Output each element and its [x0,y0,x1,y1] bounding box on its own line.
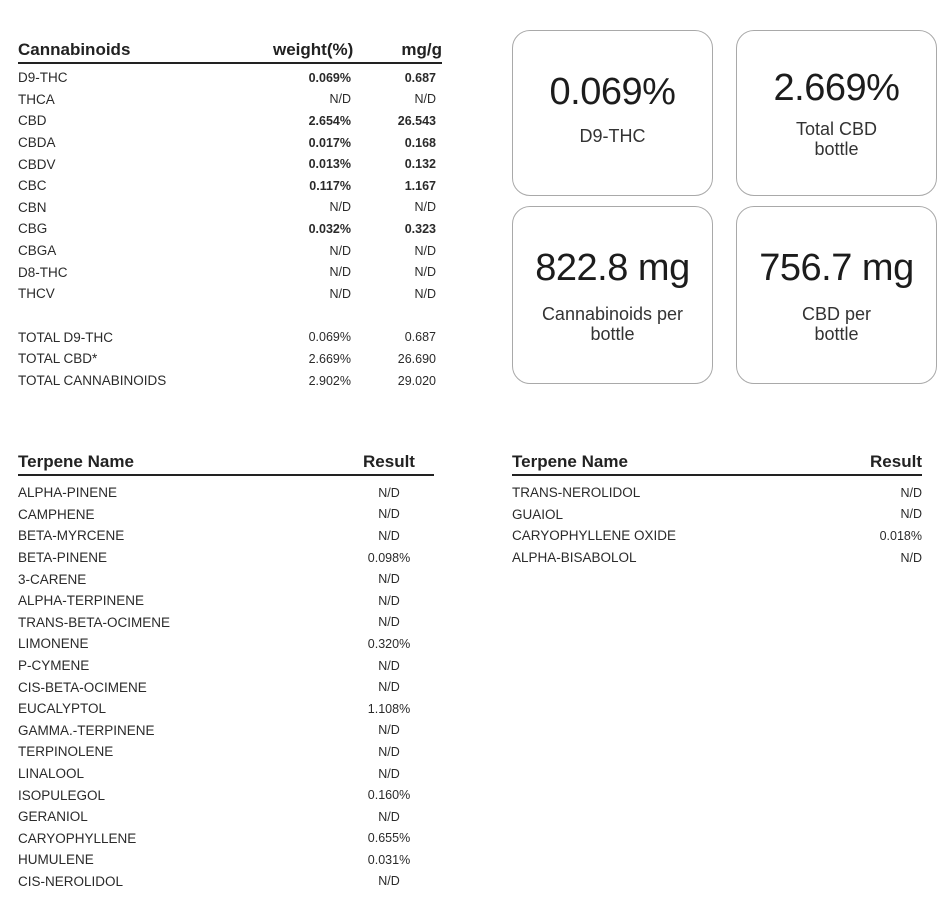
terpene-name: BETA-PINENE [18,550,108,566]
summary-card-total-cbd [736,30,937,196]
cannabinoid-name: THCA [18,91,55,107]
weight-value: 0.069% [308,330,351,345]
table-row [18,720,434,742]
terpene-result: 0.031% [367,852,411,867]
terpene-name: ISOPULEGOL [18,787,106,803]
cannabinoid-name: CBD [18,113,47,129]
table-row [18,698,434,720]
table-row [18,655,434,677]
cannabinoid-name: CBGA [18,243,57,259]
terpene-result: N/D [378,507,400,522]
terpene-name-header: Terpene Name [512,452,628,471]
table-row [18,175,442,197]
table-row [512,504,922,526]
terpene-name: EUCALYPTOL [18,701,107,717]
table-row [512,482,922,504]
table-row [18,741,434,763]
table-row [18,612,434,634]
table-row [18,132,442,154]
terpene-name: LINALOOL [18,766,85,782]
summary-cards [511,30,941,386]
mg-value: 0.323 [404,221,436,236]
table-row [18,261,442,283]
cannabinoid-name: CBG [18,221,48,237]
cannabinoid-name: D9-THC [18,70,68,86]
table-row [18,283,442,305]
table-row [18,871,434,893]
terpene-table-right [512,450,922,568]
table-row [18,568,434,590]
card-label-line-2: bottle [814,324,859,344]
table-row [18,849,434,871]
summary-card-cbd-per-bottle [736,206,937,384]
terpene-result: N/D [378,593,400,608]
terpene-name: TRANS-NEROLIDOL [512,485,641,501]
mg-value: N/D [414,265,436,280]
terpene-result: 0.160% [367,788,411,803]
terpene-result: N/D [378,615,400,630]
terpene-result: N/D [378,680,400,695]
cannabinoids-header: Cannabinoids [18,40,131,59]
terpene-name: ALPHA-TERPINENE [18,593,145,609]
weight-header: weight(%) [273,40,354,59]
terpene-name: CARYOPHYLLENE [18,830,137,846]
terpene-name: HUMULENE [18,852,94,868]
terpene-name: TERPINOLENE [18,744,114,760]
table-row [512,525,922,547]
terpene-result: N/D [900,485,922,500]
mg-value: 0.687 [404,70,436,85]
mg-value: 0.132 [404,157,436,172]
card-value: 756.7 mg [759,247,914,289]
terpene-name: GERANIOL [18,809,88,825]
card-value: 0.069% [549,71,676,113]
mg-value: 26.543 [397,113,436,128]
terpene-name: P-CYMENE [18,658,90,674]
table-row [18,763,434,785]
terpene-result: N/D [378,809,400,824]
weight-value: 0.017% [308,135,351,150]
terpene-name: CIS-BETA-OCIMENE [18,679,147,695]
terpene-name: GUAIOL [512,506,564,522]
cannabinoid-name: CBDV [18,156,56,172]
terpene-result: 0.655% [367,831,411,846]
terpene-result: N/D [378,485,400,500]
terpene-result: 0.018% [879,528,922,543]
terpene-result: 0.320% [367,636,411,651]
terpene-result: N/D [378,723,400,738]
cannabinoid-name: CBN [18,199,47,215]
card-value: 822.8 mg [535,247,690,289]
terpene-table-left [18,450,434,892]
table-row [18,89,442,111]
terpene-result: N/D [378,528,400,543]
weight-value: 2.902% [308,373,351,388]
mg-value: 1.167 [404,178,436,193]
table-row [18,240,442,262]
terpene-name-header: Terpene Name [18,452,134,471]
terpene-result: N/D [378,766,400,781]
terpene-result: N/D [900,507,922,522]
terpene-name: ALPHA-BISABOLOL [512,550,637,566]
terpene-name: CARYOPHYLLENE OXIDE [512,528,677,544]
terpene-name: TRANS-BETA-OCIMENE [18,614,171,630]
cannabinoid-name: D8-THC [18,264,68,280]
terpene-table-header [512,450,922,476]
terpene-result: N/D [900,550,922,565]
mg-value: N/D [414,92,436,107]
weight-value: 0.117% [309,178,351,193]
terpene-name: CIS-NEROLIDOL [18,873,124,889]
mg-header: mg/g [401,40,442,59]
weight-value: 0.032% [308,221,351,236]
mg-value: 29.020 [397,373,436,388]
terpene-rows [18,482,434,892]
table-row [18,218,442,240]
total-row [18,370,442,392]
terpene-name: LIMONENE [18,636,89,652]
table-row [18,110,442,132]
terpene-name: ALPHA-PINENE [18,485,118,501]
terpene-result: N/D [378,658,400,673]
cannabinoid-name: CBC [18,178,47,194]
summary-card-d9-thc [512,30,713,196]
mg-value: 0.687 [404,330,436,345]
terpene-result: N/D [378,572,400,587]
weight-value: 2.669% [308,351,351,366]
card-label: D9-THC [579,126,646,146]
total-name: TOTAL CBD* [18,351,98,367]
cannabinoid-name: THCV [18,286,55,302]
table-row [18,67,442,89]
terpene-result: N/D [378,874,400,889]
weight-value: N/D [329,265,351,280]
cannabinoid-rows [18,67,442,305]
mg-value: N/D [414,200,436,215]
table-row [18,784,434,806]
table-row [18,590,434,612]
total-row [18,327,442,349]
terpene-result: 0.098% [367,550,411,565]
terpene-name: GAMMA.-TERPINENE [18,722,155,738]
total-row [18,348,442,370]
mg-value: 0.168 [404,135,436,150]
table-row [18,482,434,504]
cannabinoid-table-header [18,36,442,64]
card-label-line-2: bottle [814,139,859,159]
table-row [18,676,434,698]
table-row [18,547,434,569]
table-row [512,547,922,569]
weight-value: 0.069% [308,70,351,85]
table-row [18,153,442,175]
card-value: 2.669% [773,67,900,109]
terpene-table-header [18,450,434,476]
terpene-result: N/D [378,744,400,759]
total-name: TOTAL D9-THC [18,329,114,345]
weight-value: N/D [329,200,351,215]
mg-value: 26.690 [397,351,436,366]
terpene-name: 3-CARENE [18,571,87,587]
total-name: TOTAL CANNABINOIDS [18,373,167,389]
mg-value: N/D [414,286,436,301]
table-row [18,197,442,219]
card-label-line-1: CBD per [801,304,872,324]
card-label-line-1: Cannabinoids per [541,304,684,324]
weight-value: N/D [329,92,351,107]
table-row [18,525,434,547]
table-row [18,828,434,850]
table-row [18,504,434,526]
result-header: Result [363,452,415,471]
terpene-rows [512,482,922,568]
cannabinoid-name: CBDA [18,135,56,151]
terpene-name: CAMPHENE [18,506,95,522]
card-label-line-1: Total CBD [795,119,878,139]
summary-card-cannabinoids-per-bottle [512,206,713,384]
card-label-line-2: bottle [590,324,635,344]
cannabinoid-table [18,36,442,391]
result-header: Result [870,452,922,471]
weight-value: N/D [329,286,351,301]
cannabinoid-totals [18,327,442,392]
weight-value: N/D [329,243,351,258]
table-row [18,806,434,828]
mg-value: N/D [414,243,436,258]
table-row [18,633,434,655]
weight-value: 0.013% [308,157,351,172]
terpene-name: BETA-MYRCENE [18,528,125,544]
weight-value: 2.654% [308,113,351,128]
terpene-result: 1.108% [367,701,411,716]
